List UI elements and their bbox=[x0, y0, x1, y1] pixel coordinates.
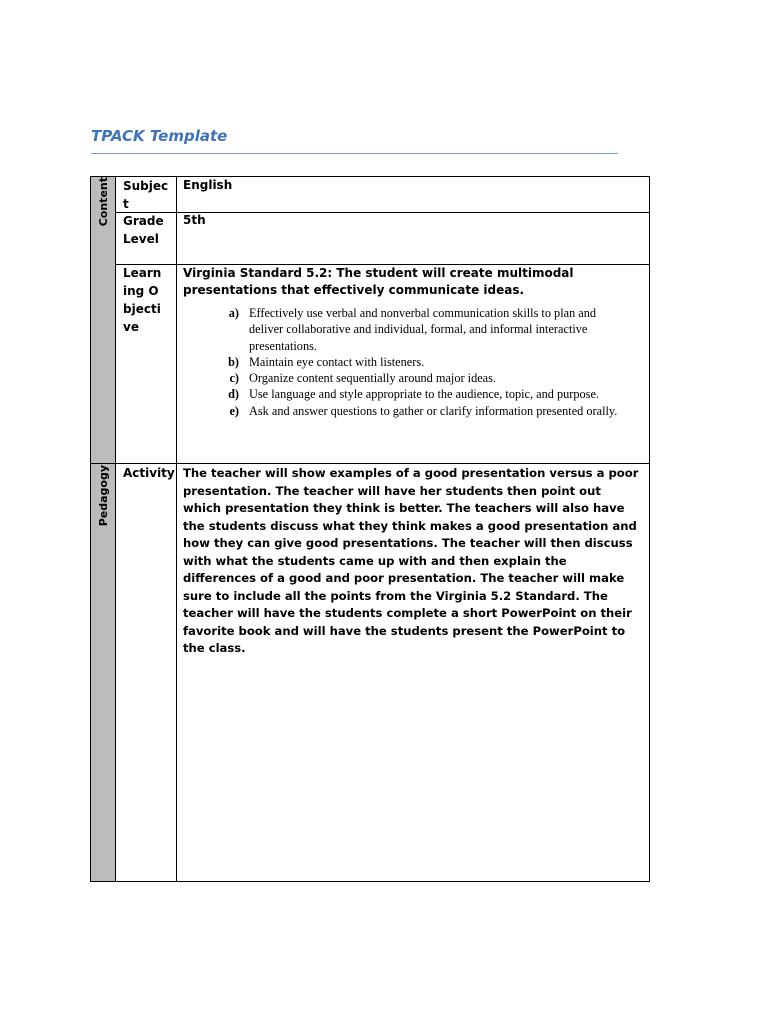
activity-value: The teacher will show examples of a good presentation versus a poor presentation. The teacher will have her students then point out which presentation they think is better. The teachers will also have the students discuss what they think makes a good presentation and how they can give good presentations. The teacher will then discuss with what the students came up with and then explain the differences of a good and poor presentation. The teacher will make sure to include all the points from the Virginia 5.2 Standard. The teacher will have the students complete a short PowerPoint on their favorite book and will have the students present the PowerPoint to the class. bbox=[183, 466, 639, 655]
subject-value: English bbox=[183, 178, 233, 192]
list-item bbox=[183, 305, 641, 354]
list-letter: e) bbox=[229, 403, 239, 418]
subject-label: Subject bbox=[123, 179, 169, 211]
list-text: Organize content sequentially around major ideas. bbox=[249, 371, 496, 386]
section-label-content bbox=[91, 177, 116, 237]
title-underline bbox=[91, 153, 618, 154]
grade-label: Grade Level bbox=[123, 214, 164, 246]
list-letter: c) bbox=[229, 371, 239, 386]
objective-standard: Virginia Standard 5.2: The student will create multimodal presentations that effectively communicate ideas. bbox=[183, 266, 574, 297]
document-title: TPACK Template bbox=[91, 127, 228, 145]
list-item bbox=[183, 386, 641, 402]
tpack-table bbox=[90, 176, 650, 882]
section-label-pedagogy bbox=[91, 465, 116, 535]
list-letter: a) bbox=[228, 306, 239, 320]
objective-label: Learning Objective bbox=[123, 266, 162, 334]
grade-value: 5th bbox=[183, 213, 206, 227]
list-item bbox=[183, 354, 641, 370]
list-text: Maintain eye contact with listeners. bbox=[249, 354, 425, 369]
column-divider bbox=[176, 177, 177, 881]
section-label-pedagogy-text: Pedagogy bbox=[97, 465, 110, 527]
activity-label: Activity bbox=[123, 466, 175, 480]
list-text: Use language and style appropriate to the audience, topic, and purpose. bbox=[249, 387, 599, 402]
list-text: Ask and answer questions to gather or clarify information presented orally. bbox=[249, 403, 618, 418]
list-letter: b) bbox=[228, 354, 239, 369]
section-label-content-text: Content bbox=[97, 177, 110, 227]
objective-list bbox=[183, 305, 641, 419]
list-item bbox=[183, 370, 641, 386]
list-item bbox=[183, 403, 641, 419]
list-letter: d) bbox=[228, 387, 239, 402]
list-text: Effectively use verbal and nonverbal communication skills to plan and deliver collaborative and individual, formal, and informal interactive presentations. bbox=[249, 306, 597, 353]
